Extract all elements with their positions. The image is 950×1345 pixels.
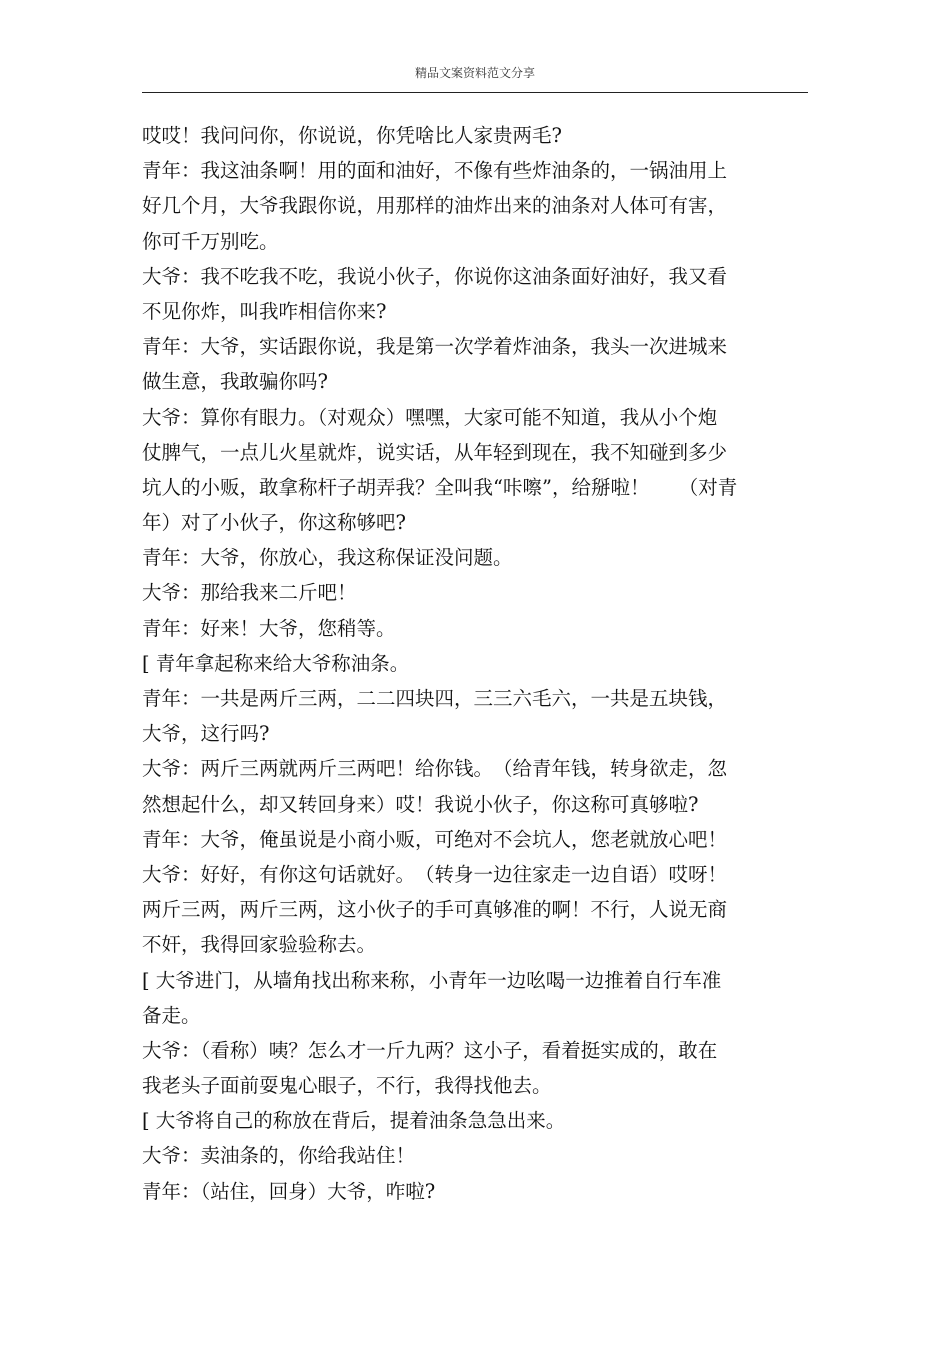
text-line: 好几个月，大爷我跟你说，用那样的油炸出来的油条对人体可有害， [142,194,728,218]
text-line: 我老头子面前耍鬼心眼子，不行，我得找他去。 [142,1074,552,1098]
text-line: [ 大爷进门，从墙角找出称来称，小青年一边吆喝一边推着自行车准 [142,968,722,992]
page-header [142,62,808,93]
text-line: 备走。 [142,1003,201,1027]
text-line: 然想起什么，却又转回身来）哎！我说小伙子，你这称可真够啦? [142,792,699,816]
text-line: 大爷：卖油条的，你给我站住！ [142,1144,416,1168]
text-line: 青年：好来！大爷，您稍等。 [142,616,396,640]
text-line: 大爷：好好，有你这句话就好。 （转身一边往家走一边自语）哎呀！ [142,862,728,886]
script-body [142,118,808,1209]
text-line: 大爷：两斤三两就两斤三两吧！给你钱。 （给青年钱，转身欲走，忽 [142,757,728,781]
text-line: 青年：我这油条啊！用的面和油好，不像有些炸油条的，一锅油用上 [142,159,728,183]
text-line: 哎哎！我问问你，你说说，你凭啥比人家贵两毛? [142,124,562,147]
text-line: 年）对了小伙子，你这称够吧? [142,511,406,535]
text-line: 做生意，我敢骗你吗? [142,370,328,394]
text-line: 不奸，我得回家验验称去。 [142,933,377,957]
text-line: 青年：大爷，你放心，我这称保证没问题。 [142,546,513,570]
text-line: 两斤三两，两斤三两，这小伙子的手可真够准的啊！不行，人说无商 [142,898,728,922]
text-line: 大爷，这行吗? [142,722,270,746]
text-line: 你可千万别吃。 [142,229,279,253]
text-line: 青年：一共是两斤三两，二二四块四，三三六毛六，一共是五块钱， [142,687,728,710]
text-line: 青年：大爷，实话跟你说，我是第一次学着炸油条，我头一次进城来 [142,335,728,359]
text-line: [ 大爷将自己的称放在背后，提着油条急急出来。 [142,1109,566,1133]
text-line: 青年：大爷，俺虽说是小商小贩，可绝对不会坑人，您老就放心吧！ [142,827,728,851]
text-line: 大爷：那给我来二斤吧！ [142,581,357,605]
text-line: 仗脾气，一点儿火星就炸，说实话，从年轻到现在，我不知碰到多少 [142,440,728,464]
text-line: 大爷：算你有眼力。（对观众）嘿嘿，大家可能不知道，我从小个炮 [142,405,718,429]
header-title: 精品文案资料范文分享 [414,66,535,80]
text-line: 坑人的小贩，敢拿称杆子胡弄我？全叫我“咔嚓”，给掰啦！ （对青 [142,475,738,499]
text-line: 大爷：我不吃我不吃，我说小伙子，你说你这油条面好油好，我又看 [142,264,728,288]
text-line: 不见你炸，叫我咋相信你来? [142,299,387,323]
text-line: 大爷：（看称）咦？怎么才一斤九两？这小子，看着挺实成的，敢在 [142,1038,718,1062]
text-line: 青年：（站住，回身）大爷，咋啦? [142,1179,436,1203]
text-line: [ 青年拿起称来给大爷称油条。 [142,651,410,675]
